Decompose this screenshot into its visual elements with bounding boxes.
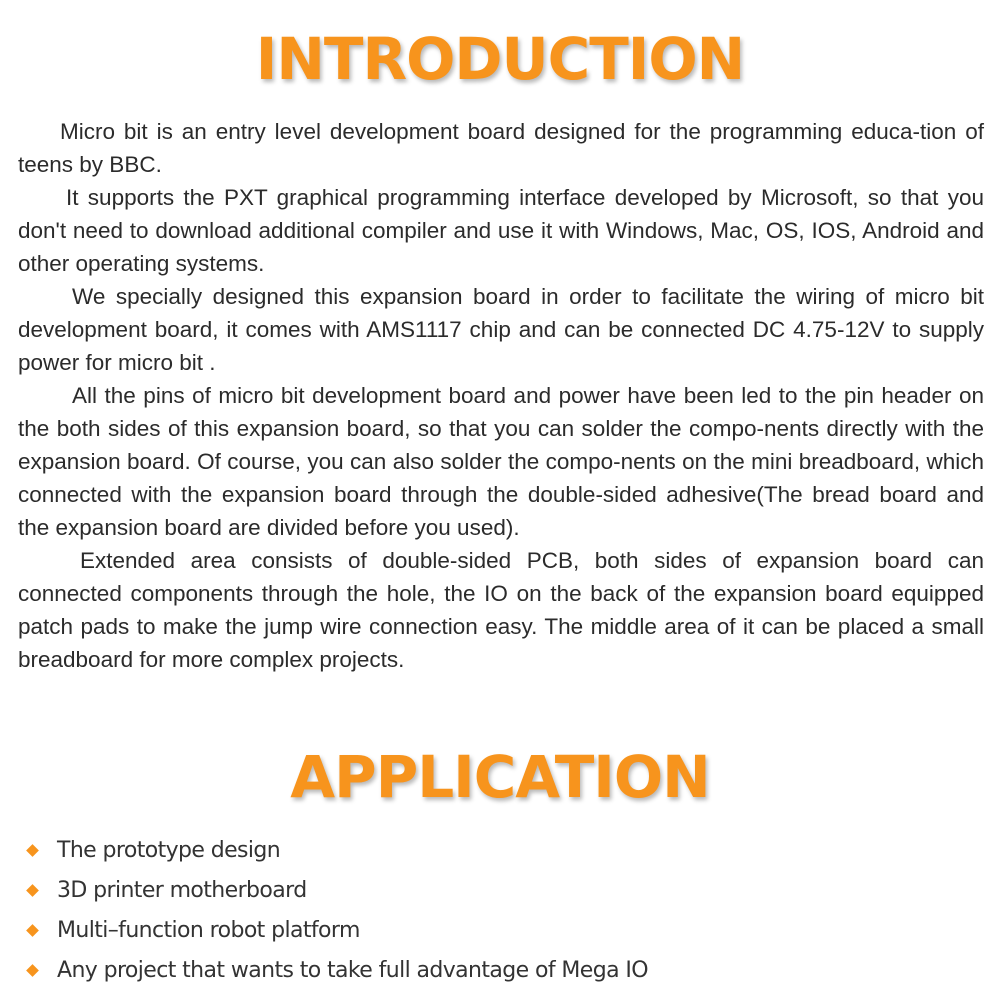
application-list	[24, 830, 648, 990]
diamond-bullet-icon	[26, 884, 39, 897]
intro-paragraph-1: Micro bit is an entry level development board designed for the programming educa-tion of teens by BBC.	[18, 119, 984, 177]
application-heading: APPLICATION	[290, 743, 710, 811]
application-item-label: Multi–function robot platform	[57, 917, 360, 943]
list-item	[24, 830, 648, 870]
introduction-heading: INTRODUCTION	[255, 25, 745, 93]
intro-paragraph-4: All the pins of micro bit development board and power have been led to the pin header on the both sides of this expansion board, so that you can solder the compo-nents directly with the expansion board. Of course, you can also solder the compo-nents on the mini breadboard, which connected with the expansion board through the double-sided adhesive(The bread board and the expansion board are divided before you used).	[18, 383, 984, 540]
diamond-bullet-icon	[26, 844, 39, 857]
intro-paragraph-5: Extended area consists of double-sided PCB, both sides of expansion board can connected components through the hole, the IO on the back of the expansion board equipped patch pads to make the jump wire connection easy. The middle area of it can be placed a small breadboard for more complex projects.	[18, 548, 984, 672]
diamond-bullet-icon	[26, 964, 39, 977]
list-item	[24, 910, 648, 950]
application-item-label: Any project that wants to take full advantage of Mega IO	[57, 957, 648, 983]
intro-paragraph-3: We specially designed this expansion board in order to facilitate the wiring of micro bit development board, it comes with AMS1117 chip and can be connected DC 4.75-12V to supply power for micro bit .	[18, 284, 984, 375]
application-item-label: 3D printer motherboard	[57, 877, 307, 903]
list-item	[24, 950, 648, 990]
diamond-bullet-icon	[26, 924, 39, 937]
intro-paragraph-2: It supports the PXT graphical programming interface developed by Microsoft, so that you don't need to download additional compiler and use it with Windows, Mac, OS, IOS, Android and other operating systems.	[18, 185, 984, 276]
application-item-label: The prototype design	[57, 837, 281, 863]
introduction-body	[18, 115, 984, 676]
list-item	[24, 870, 648, 910]
